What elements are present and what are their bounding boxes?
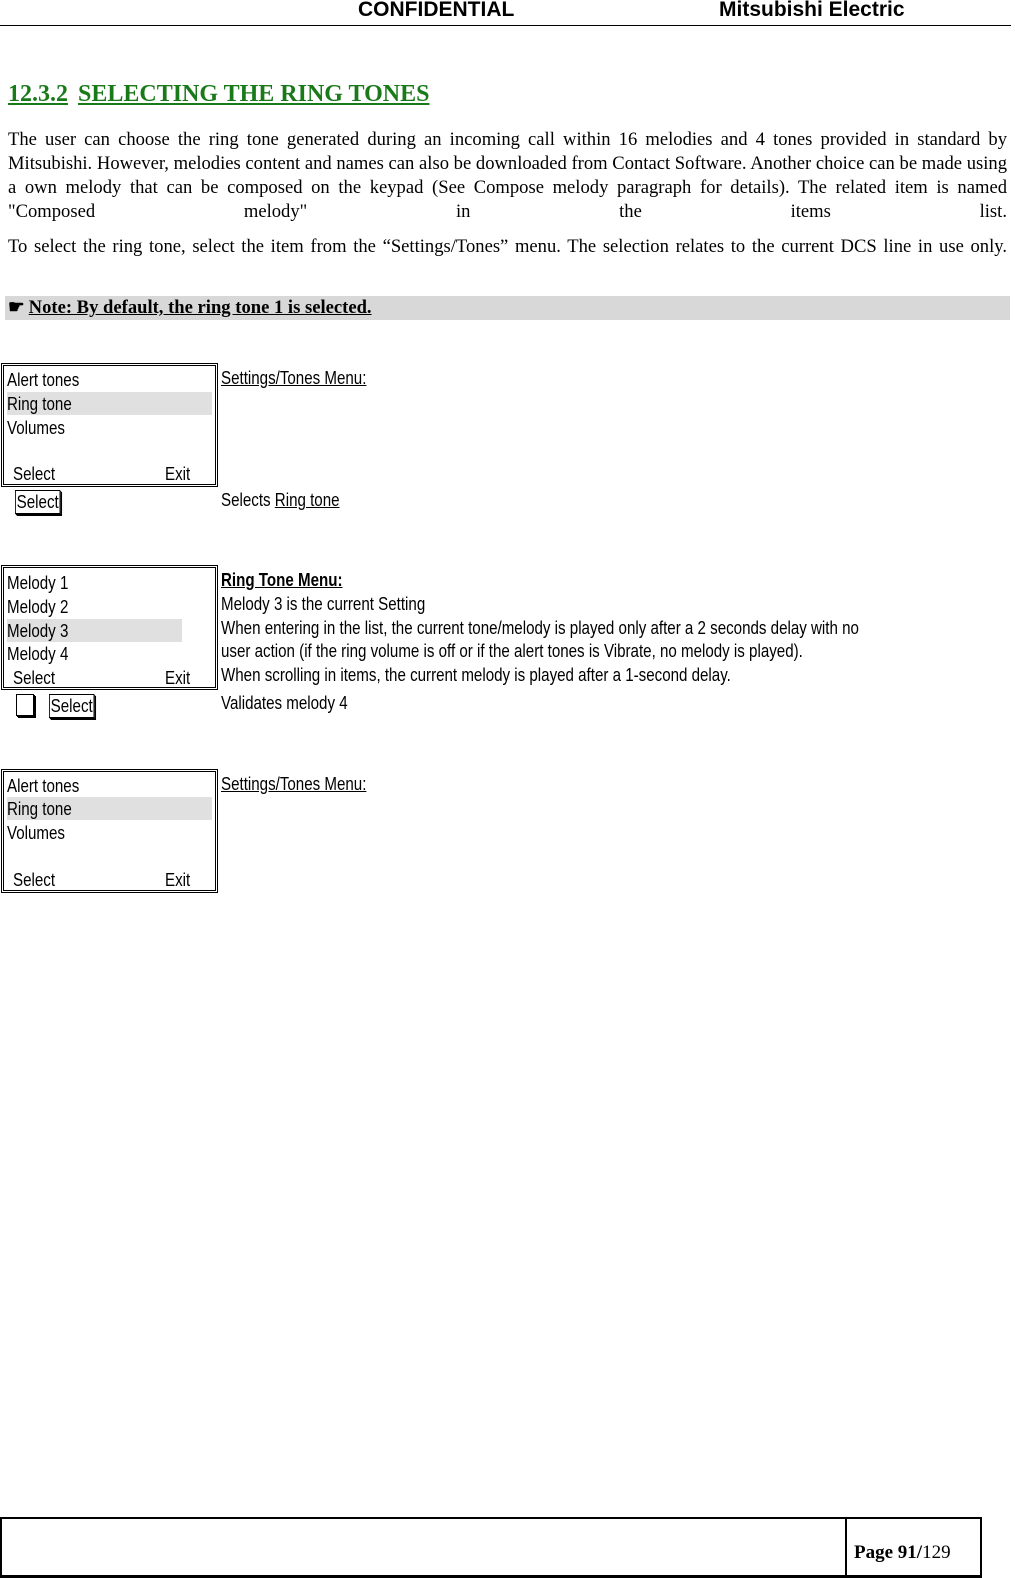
- caption-settings-tones-menu: Settings/Tones Menu:: [221, 774, 367, 794]
- softkey-exit[interactable]: Exit: [165, 668, 191, 688]
- menu-item-volumes[interactable]: Volumes: [7, 823, 65, 843]
- phone-screen-settings-tones: [1, 363, 218, 487]
- down-key-button[interactable]: [16, 694, 34, 716]
- intro-paragraph: The user can choose the ring tone generated during an incoming call within 16 melodies and 4 tones provided in standard by Mitsubishi. However, melodies content and names can also be downloaded from Contact Software. Another choice can be made using a own melody that can be composed on the keypad (See Compose melody paragraph for details). The related item is named "Composed melody" in the items list.: [8, 129, 1007, 222]
- menu-item-volumes[interactable]: Volumes: [7, 418, 65, 438]
- description-line-1: Melody 3 is the current Setting: [221, 594, 426, 614]
- menu-item-alert-tones[interactable]: Alert tones: [7, 776, 80, 796]
- description-line-4: When scrolling in items, the current melody is played after a 1-second delay.: [221, 665, 731, 685]
- phone-screen-ring-tone: [1, 565, 218, 690]
- phone-screen-settings-tones-return: [1, 769, 218, 893]
- caption-settings-tones-menu: Settings/Tones Menu:: [221, 368, 367, 388]
- page-footer: [0, 1517, 982, 1578]
- menu-item-melody-4[interactable]: Melody 4: [7, 644, 69, 664]
- footer-divider: [845, 1519, 847, 1575]
- menu-item-melody-1[interactable]: Melody 1: [7, 573, 69, 593]
- note-bar: [5, 296, 1010, 320]
- menu-item-alert-tones[interactable]: Alert tones: [7, 370, 80, 390]
- softkey-select[interactable]: Select: [13, 870, 56, 890]
- description-line-2: When entering in the list, the current tone/melody is played only after a 2 seconds delay with no: [221, 618, 859, 638]
- softkey-exit[interactable]: Exit: [165, 464, 191, 484]
- menu-item-ring-tone[interactable]: Ring tone: [7, 392, 212, 415]
- menu-item-ring-tone[interactable]: Ring tone: [7, 797, 212, 820]
- softkey-select[interactable]: Select: [13, 464, 56, 484]
- select-paragraph: To select the ring tone, select the item from the “Settings/Tones” menu. The selection relates to the current DCS line in use only.: [8, 236, 1007, 257]
- select-key-button[interactable]: Select: [50, 696, 93, 716]
- ring-tone-link: Ring tone: [274, 490, 340, 510]
- confidential-label: CONFIDENTIAL: [358, 0, 515, 21]
- caption-ring-tone-menu: Ring Tone Menu:: [221, 570, 343, 590]
- menu-item-melody-3[interactable]: Melody 3: [7, 619, 182, 642]
- section-title: SELECTING THE RING TONES: [78, 81, 430, 107]
- section-heading: [8, 81, 429, 108]
- description-line-3: user action (if the ring volume is off or if the alert tones is Vibrate, no melody is played).: [221, 641, 803, 661]
- page-number: Page 91/129: [854, 1542, 951, 1563]
- company-name: Mitsubishi Electric: [719, 0, 905, 21]
- section-number: 12.3.2: [8, 81, 68, 107]
- action-selects-ring-tone: Selects Ring tone: [221, 490, 340, 510]
- note-text: Note: By default, the ring tone 1 is selected.: [28, 297, 372, 318]
- pointing-hand-icon: ☛: [8, 297, 25, 318]
- menu-item-melody-2[interactable]: Melody 2: [7, 597, 69, 617]
- header-rule: [0, 25, 1011, 26]
- action-validates-melody: Validates melody 4: [221, 693, 348, 713]
- select-key-button[interactable]: Select: [16, 492, 59, 512]
- softkey-select[interactable]: Select: [13, 668, 56, 688]
- softkey-exit[interactable]: Exit: [165, 870, 191, 890]
